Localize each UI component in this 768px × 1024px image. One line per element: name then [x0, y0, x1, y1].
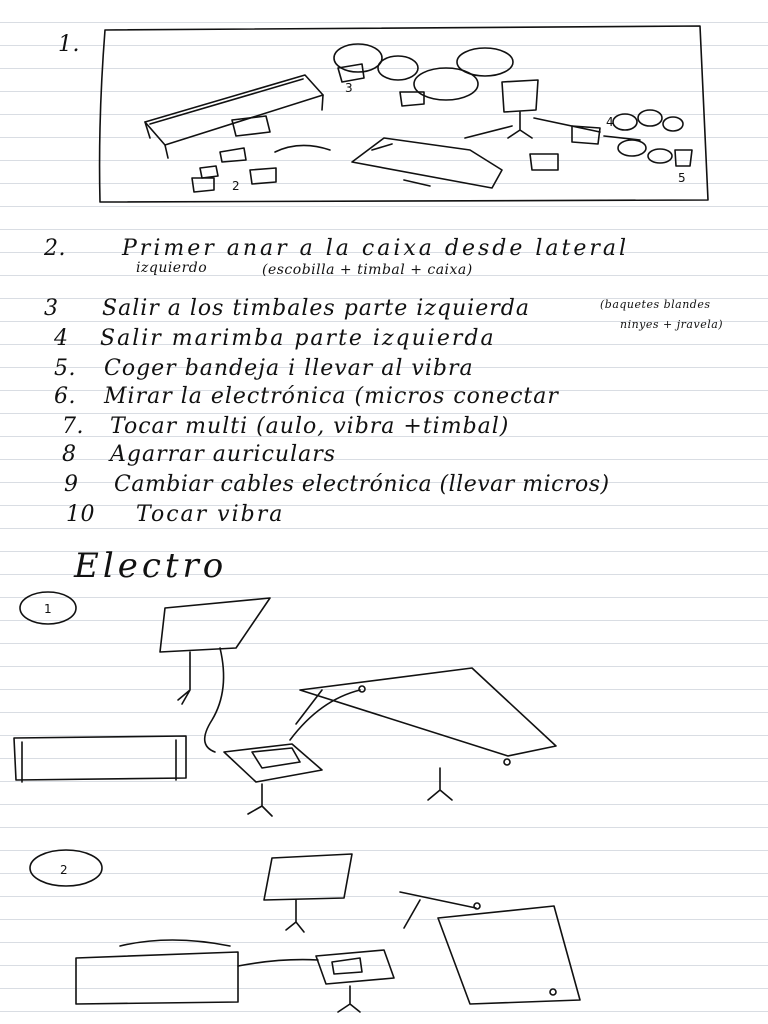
step-text-9: Cambiar cables electrónica (llevar micros) — [114, 472, 610, 497]
step-text-3: Salir a los timbales parte izquierda — [102, 296, 530, 321]
step-text-10: Tocar vibra — [136, 502, 285, 527]
step-note-3b: ninyes + jravela) — [620, 318, 724, 331]
stage-mark-4: 4 — [606, 115, 614, 129]
section-title: Electro — [74, 546, 228, 586]
step-text-4: Salir marimba parte izquierda — [100, 326, 496, 351]
step-num-5: 5. — [54, 356, 76, 381]
stage-mark-5: 5 — [678, 171, 686, 185]
step-num-6: 6. — [54, 384, 76, 409]
step-text-6: Mirar la electrónica (micros conectar — [104, 384, 559, 409]
stage-plan-number: 1. — [58, 32, 80, 57]
step-text-2: Primer anar a la caixa desde lateral — [122, 236, 630, 261]
stage-mark-2: 2 — [232, 179, 240, 193]
step-num-2: 2. — [44, 236, 66, 261]
step-num-8: 8 — [62, 442, 77, 467]
step-num-3: 3 — [44, 296, 59, 321]
step-num-4: 4 — [54, 326, 69, 351]
step-num-7: 7. — [62, 414, 84, 439]
step-text-5: Coger bandeja i llevar al vibra — [104, 356, 474, 381]
step-text-8: Agarrar auriculars — [110, 442, 337, 467]
diagram-2-label: 2 — [60, 863, 68, 877]
step-text-7: Tocar multi (aulo, vibra +timbal) — [110, 414, 510, 439]
step-num-10: 10 — [66, 502, 95, 527]
step-note-2: (escobilla + timbal + caixa) — [262, 262, 473, 278]
step-note-3: (baquetes blandes — [600, 298, 711, 311]
step-num-9: 9 — [64, 472, 79, 497]
diagram-1-label: 1 — [44, 602, 52, 616]
step-text-2-line2: izquierdo — [136, 260, 208, 276]
stage-mark-3: 3 — [345, 81, 353, 95]
